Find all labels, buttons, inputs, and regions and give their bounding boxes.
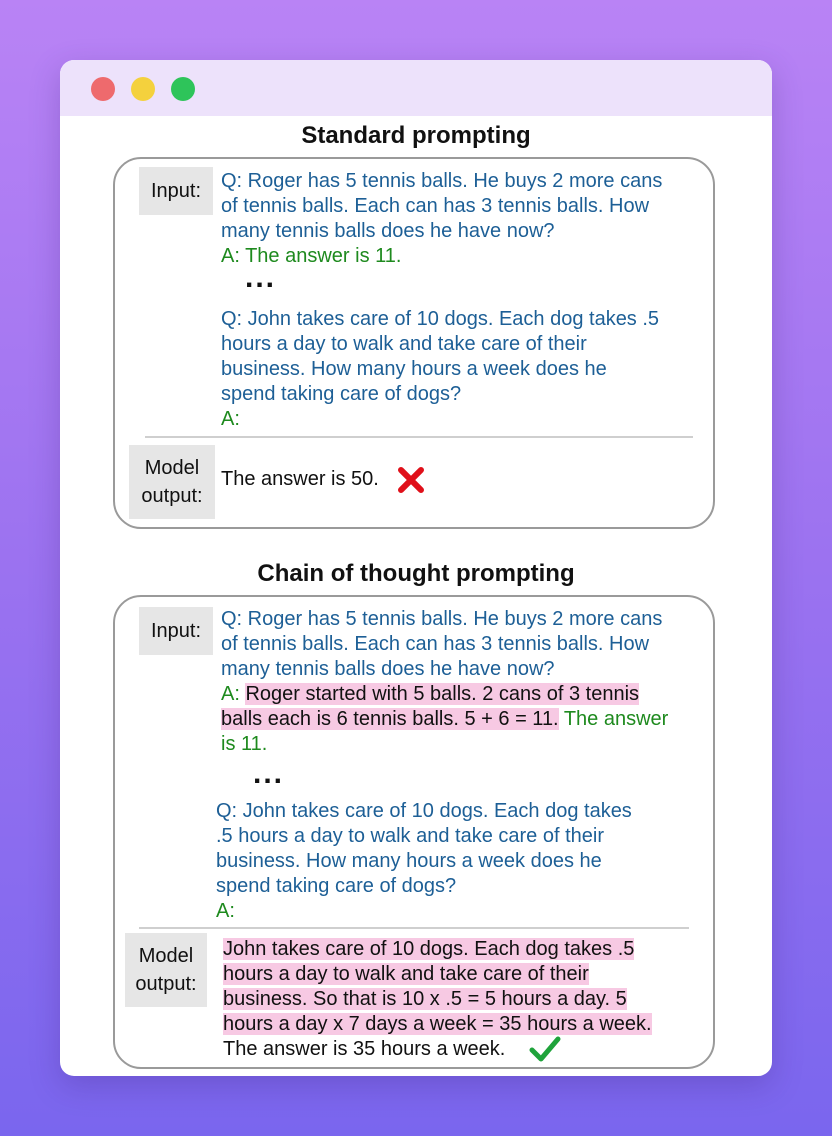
close-window-button[interactable] — [91, 77, 115, 101]
divider — [145, 436, 693, 438]
model-output-line-1: John takes care of 10 dogs. Each dog takes .5 — [223, 938, 635, 960]
question-2-line-4: spend taking care of dogs? — [221, 383, 462, 405]
model-output-text: The answer is 50. — [221, 468, 379, 490]
question-2-line-1: Q: John takes care of 10 dogs. Each dog takes — [216, 800, 632, 822]
ellipsis: ... — [245, 261, 277, 294]
question-2-line-1: Q: John takes care of 10 dogs. Each dog takes .5 — [221, 308, 660, 330]
reasoning-line-2: balls each is 6 tennis balls. 5 + 6 = 11. — [221, 708, 559, 730]
ellipsis: ... — [253, 757, 285, 790]
question-2-line-3: business. How many hours a week does he — [216, 850, 602, 872]
standard-prompting-panel — [113, 157, 715, 529]
cot-prompting-title: Chain of thought prompting — [257, 560, 575, 587]
input-label: Input: — [139, 167, 213, 215]
model-output-line-2: hours a day to walk and take care of their — [223, 963, 589, 985]
model-output-line-3: business. So that is 10 x .5 = 5 hours a day. 5 — [223, 988, 627, 1010]
answer-2-prompt: A: — [221, 408, 240, 430]
maximize-window-button[interactable] — [171, 77, 195, 101]
red-x-icon — [396, 465, 426, 495]
question-1-line-1: Q: Roger has 5 tennis balls. He buys 2 more cans — [221, 170, 663, 192]
input-label: Input: — [139, 607, 213, 655]
answer-1: A: The answer is 11. — [221, 245, 402, 267]
answer-1-line-1 — [221, 682, 639, 707]
question-2-line-4: spend taking care of dogs? — [216, 875, 457, 897]
question-1-line-3: many tennis balls does he have now? — [221, 658, 555, 680]
green-check-icon — [529, 1035, 561, 1063]
minimize-window-button[interactable] — [131, 77, 155, 101]
answer-1-conclusion: The answer — [563, 708, 669, 730]
model-output-label-line-2: output: — [135, 973, 197, 995]
model-output-label — [125, 933, 207, 1007]
question-2-line-2: .5 hours a day to walk and take care of their — [216, 825, 604, 847]
model-output-label — [129, 445, 215, 519]
question-2-line-2: hours a day to walk and take care of their — [221, 333, 587, 355]
question-2-line-3: business. How many hours a week does he — [221, 358, 607, 380]
reasoning-line-1: Roger started with 5 balls. 2 cans of 3 tennis — [245, 683, 640, 705]
answer-1-line-2 — [221, 707, 668, 732]
question-1-line-2: of tennis balls. Each can has 3 tennis balls. How — [221, 633, 650, 655]
standard-prompting-title: Standard prompting — [301, 122, 531, 149]
model-output-label-line-2: output: — [141, 485, 203, 507]
model-output-final: The answer is 35 hours a week. — [223, 1038, 506, 1060]
cot-prompting-panel — [113, 595, 715, 1069]
answer-1-prefix: A: — [221, 683, 240, 705]
question-1-line-1: Q: Roger has 5 tennis balls. He buys 2 more cans — [221, 608, 663, 630]
answer-2-prompt: A: — [216, 900, 235, 922]
app-window — [60, 60, 772, 1076]
answer-1-line-3: is 11. — [221, 733, 268, 755]
title-bar — [60, 60, 772, 116]
model-output-label-line-1: Model — [144, 457, 200, 479]
divider — [139, 927, 689, 929]
model-output-line-4: hours a day x 7 days a week = 35 hours a week. — [223, 1013, 652, 1035]
model-output-label-line-1: Model — [138, 945, 194, 967]
question-1-line-3: many tennis balls does he have now? — [221, 220, 555, 242]
question-1-line-2: of tennis balls. Each can has 3 tennis balls. How — [221, 195, 650, 217]
